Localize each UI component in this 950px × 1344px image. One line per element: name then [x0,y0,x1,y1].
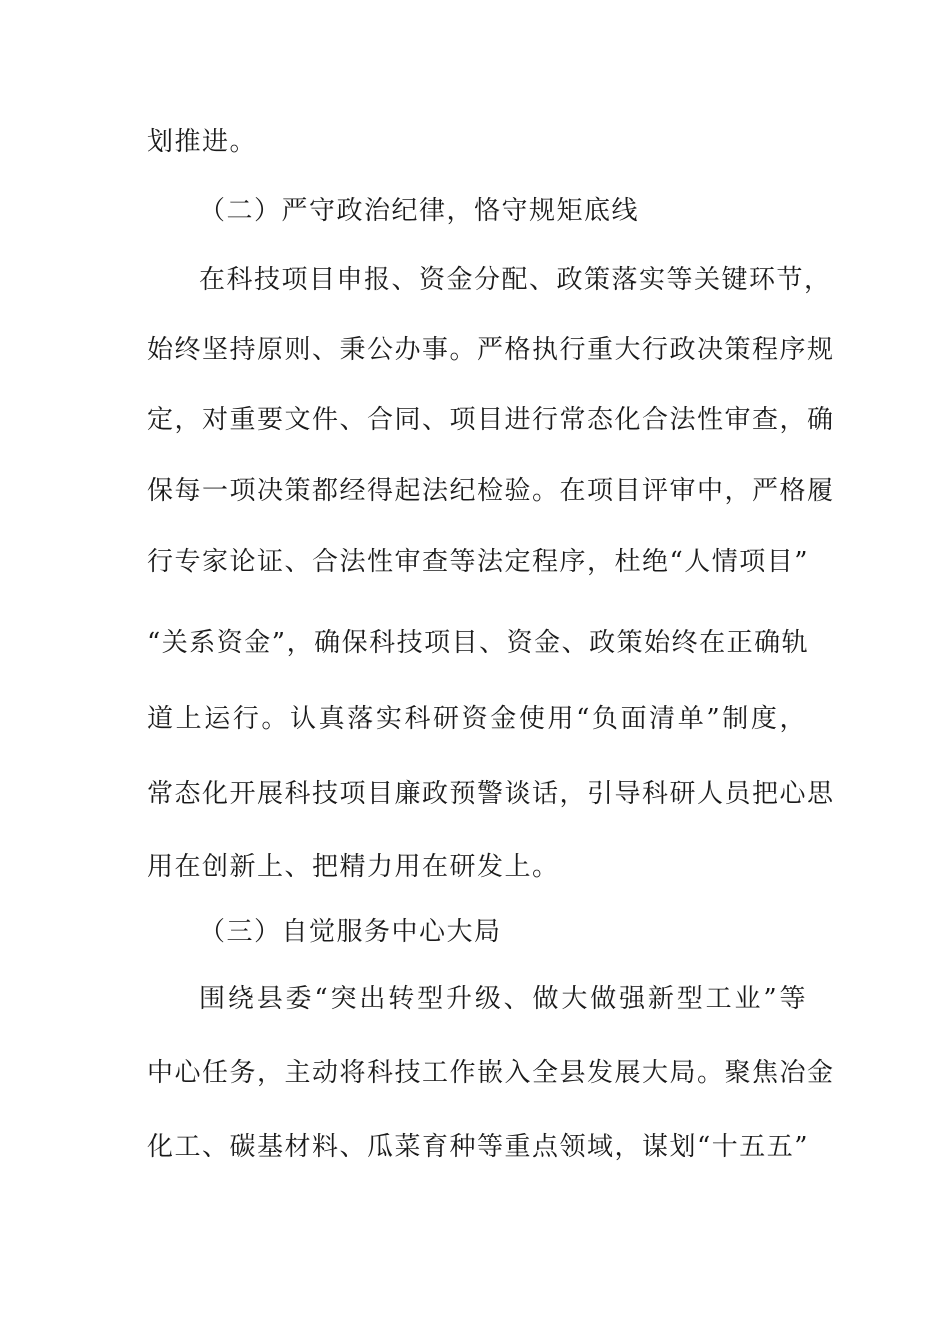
paragraph-line: 常态化开展科技项目廉政预警谈话，引导科研人员把心思 [147,779,835,809]
paragraph-line: 围绕县委“突出转型升级、做大做强新型工业”等 [199,984,807,1014]
paragraph-line: 划推进。 [147,127,258,157]
paragraph-line: 在科技项目申报、资金分配、政策落实等关键环节， [199,265,832,295]
paragraph-line: 用在创新上、把精力用在研发上。 [147,852,560,882]
paragraph-line: 保每一项决策都经得起法纪检验。在项目评审中，严格履 [147,476,835,506]
paragraph-line: 定，对重要文件、合同、项目进行常态化合法性审查，确 [147,405,835,435]
section-heading-2: （二）严守政治纪律，恪守规矩底线 [199,196,640,226]
paragraph-line: “关系资金”，确保科技项目、资金、政策始终在正确轨 [147,628,810,658]
paragraph-line: 道上运行。认真落实科研资金使用“负面清单”制度， [147,704,807,734]
paragraph-line: 化工、碳基材料、瓜菜育种等重点领域，谋划“十五五” [147,1132,810,1162]
paragraph-line: 始终坚持原则、秉公办事。严格执行重大行政决策程序规 [147,335,835,365]
paragraph-line: 行专家论证、合法性审查等法定程序，杜绝“人情项目” [147,547,810,577]
section-heading-3: （三）自觉服务中心大局 [199,917,502,947]
paragraph-line: 中心任务，主动将科技工作嵌入全县发展大局。聚焦冶金 [147,1058,835,1088]
